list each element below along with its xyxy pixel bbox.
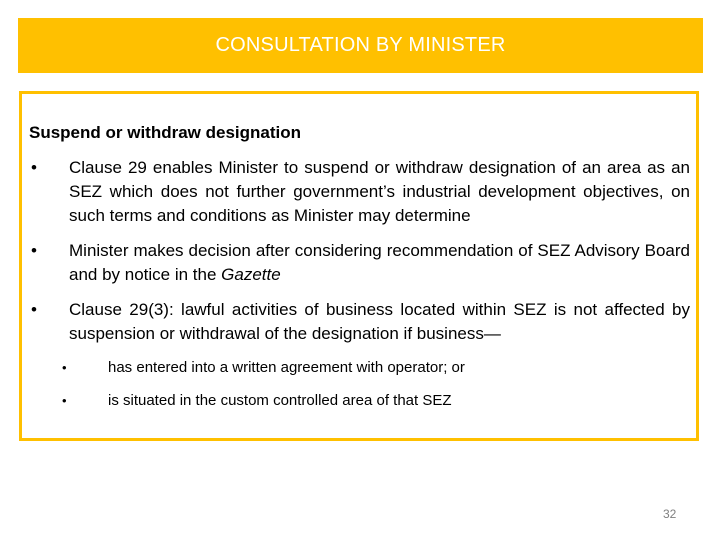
page-number: 32: [663, 507, 677, 521]
bullet-icon: •: [31, 158, 37, 177]
gazette-italic: Gazette: [221, 265, 281, 284]
sub-bullet-icon: •: [62, 360, 67, 375]
bullet-text: Clause 29(3): lawful activities of business located within SEZ is not affected by suspension or withdrawal of the designation if business—: [69, 300, 690, 343]
bullet-item: [22, 156, 696, 228]
section-heading: Suspend or withdraw designation: [29, 123, 302, 142]
title-banner: [18, 18, 703, 73]
bullet-text: Minister makes decision after considering recommendation of SEZ Advisory Board and by notice in the: [69, 241, 690, 284]
content-box: [19, 91, 699, 441]
bullet-text: Clause 29 enables Minister to suspend or withdraw designation of an area as an SEZ which does not further government’s industrial development objectives, on such terms and conditions as Minister may determine: [69, 158, 690, 225]
bullet-icon: •: [31, 241, 37, 260]
bullet-icon: •: [31, 300, 37, 319]
sub-bullet-text: is situated in the custom controlled area of that SEZ: [108, 392, 452, 409]
sub-bullet-item: [62, 358, 690, 378]
sub-bullet-list: [62, 358, 690, 411]
bullet-list: [22, 156, 696, 424]
sub-bullet-icon: •: [62, 393, 67, 408]
sub-bullet-text: has entered into a written agreement with operator; or: [108, 359, 465, 376]
sub-bullet-item: [62, 391, 690, 411]
bullet-item: [22, 239, 696, 287]
bullet-item: [22, 298, 696, 411]
slide-title: CONSULTATION BY MINISTER: [215, 34, 506, 56]
